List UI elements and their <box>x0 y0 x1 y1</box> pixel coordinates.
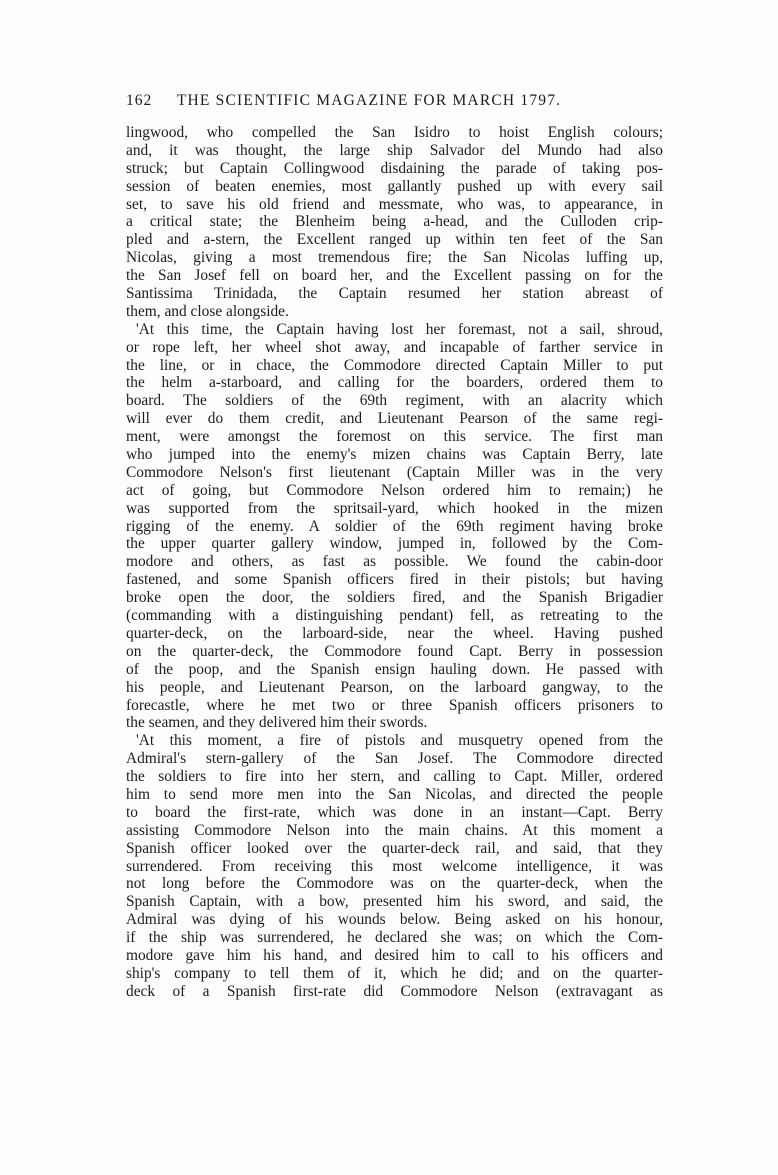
text-line: lingwood, who compelled the San Isidro to hoist English colours; <box>126 124 663 141</box>
text-line: Admiral was dying of his wounds below. Being asked on his honour, <box>126 911 663 929</box>
text-line: surrendered. From receiving this most welcome intelligence, it was <box>126 857 663 875</box>
text-line: pled and a-stern, the Excellent ranged up within ten feet of the San <box>126 231 663 249</box>
text-line: him to send more men into the San Nicolas, and directed the people <box>126 785 663 803</box>
text-line: broke open the door, the soldiers fired, and the Spanish Brigadier <box>126 589 663 607</box>
text-line: assisting Commodore Nelson into the main chains. At this moment a <box>126 821 663 839</box>
text-line: deck of a Spanish first-rate did Commodore Nelson (extravagant as <box>126 982 663 1000</box>
text-line: them, and close alongside. <box>126 302 289 320</box>
running-title: THE SCIENTIFIC MAGAZINE FOR MARCH 1797. <box>176 92 562 109</box>
text-line: rigging of the enemy. A soldier of the 69th regiment having broke <box>126 517 663 535</box>
text-line: the line, or in chace, the Commodore directed Captain Miller to put <box>126 356 663 374</box>
text-line: the helm a-starboard, and calling for the boarders, ordered them to <box>126 374 663 392</box>
text-line: Nicolas, giving a most tremendous fire; the San Nicolas luffing up, <box>126 249 663 267</box>
text-line: Commodore Nelson's first lieutenant (Captain Miller was in the very <box>126 463 663 481</box>
text-line: fastened, and some Spanish officers fired in their pistols; but having <box>126 571 663 589</box>
text-line: (commanding with a distinguishing pendant) fell, as retreating to the <box>126 607 663 625</box>
text-line: board. The soldiers of the 69th regiment, with an alacrity which <box>126 392 663 410</box>
text-line: modore and others, as fast as possible. We found the cabin-door <box>126 553 663 571</box>
text-line: or rope left, her wheel shot away, and incapable of farther service in <box>126 338 663 356</box>
text-line: was supported from the spritsail-yard, which hooked in the mizen <box>126 499 663 517</box>
text-line: Santissima Trinidada, the Captain resumed her station abreast of <box>126 285 663 303</box>
text-line: if the ship was surrendered, he declared she was; on which the Com- <box>126 929 663 947</box>
text-line: not long before the Commodore was on the quarter-deck, when the <box>126 875 663 893</box>
text-line: forecastle, where he met two or three Spanish officers prisoners to <box>126 696 663 714</box>
text-line: Spanish Captain, with a bow, presented him his sword, and said, the <box>126 893 663 911</box>
text-line: struck; but Captain Collingwood disdaining the parade of taking pos- <box>126 159 663 177</box>
text-line: act of going, but Commodore Nelson ordered him to remain;) he <box>126 481 663 499</box>
text-line: the seamen, and they delivered him their swords. <box>126 714 428 732</box>
text-line: ship's company to tell them of it, which he did; and on the quarter- <box>126 964 663 982</box>
text-line: will ever do them credit, and Lieutenant Pearson of the same regi- <box>126 410 663 428</box>
text-line: a critical state; the Blenheim being a-head, and the Culloden crip- <box>126 213 663 231</box>
text-line: who jumped into the enemy's mizen chains was Captain Berry, late <box>126 446 663 464</box>
running-head <box>126 92 686 114</box>
page-number: 162 <box>126 92 153 109</box>
text-line: the San Josef fell on board her, and the Excellent passing on for the <box>126 267 663 285</box>
text-line: and, it was thought, the large ship Salvador del Mundo had also <box>126 141 663 159</box>
text-line: of the poop, and the Spanish ensign hauling down. He passed with <box>126 660 663 678</box>
text-line: his people, and Lieutenant Pearson, on the larboard gangway, to the <box>126 678 663 696</box>
text-line: 'At this time, the Captain having lost her foremast, not a sail, shroud, <box>136 320 663 338</box>
text-line: set, to save his old friend and messmate, who was, to appearance, in <box>126 195 663 213</box>
text-line: session of beaten enemies, most gallantly pushed up with every sail <box>126 177 663 195</box>
text-line: on the quarter-deck, the Commodore found Capt. Berry in possession <box>126 642 663 660</box>
text-line: the upper quarter gallery window, jumped in, followed by the Com- <box>126 535 663 553</box>
text-line: to board the first-rate, which was done in an instant—Capt. Berry <box>126 803 663 821</box>
text-line: the soldiers to fire into her stern, and calling to Capt. Miller, ordered <box>126 768 663 786</box>
text-line: quarter-deck, on the larboard-side, near the wheel. Having pushed <box>126 624 663 642</box>
text-line: 'At this moment, a fire of pistols and musquetry opened from the <box>136 732 663 750</box>
text-line: Spanish officer looked over the quarter-deck rail, and said, that they <box>126 839 663 857</box>
body-text <box>126 124 663 1001</box>
text-line: ment, were amongst the foremost on this service. The first man <box>126 428 663 446</box>
text-line: modore gave him his hand, and desired him to call to his officers and <box>126 946 663 964</box>
text-line: Admiral's stern-gallery of the San Josef. The Commodore directed <box>126 750 663 768</box>
